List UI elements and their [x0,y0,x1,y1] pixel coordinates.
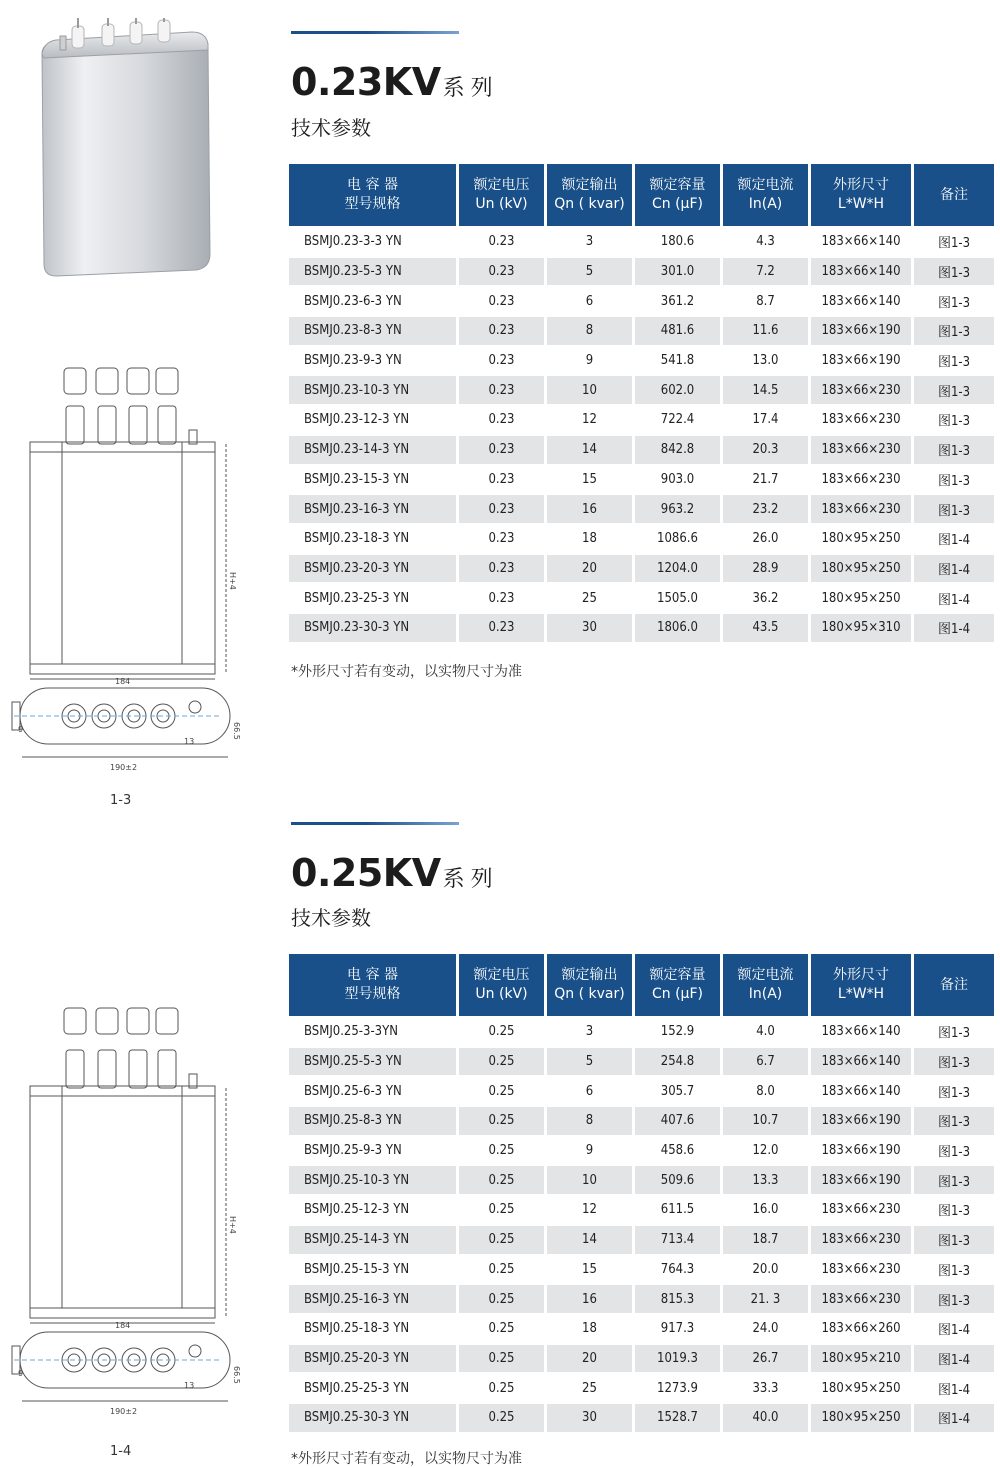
voltage-cell: 0.25 [488,1202,515,1218]
technical-drawing-1-4 [0,1006,245,1440]
capacity-cell: 481.6 [635,317,720,345]
model-cell: BSMJ0.25-30-3 YN [289,1404,456,1432]
svg-text:184: 184 [115,1321,131,1330]
remark-cell: 图1-4 [937,1382,971,1398]
voltage-cell: 0.23 [459,258,544,286]
current-cell: 40.0 [723,1404,808,1432]
current-cell: 13.3 [723,1166,808,1194]
voltage-cell: 0.25 [488,1083,515,1099]
output-cell: 18 [582,1321,597,1337]
table-row [289,1404,994,1432]
capacity-cell: 509.6 [635,1166,720,1194]
col-header-model: 电 容 器 型号规格 [289,164,456,226]
output-cell: 30 [547,614,632,642]
remark-cell: 图1-3 [937,1026,971,1042]
dimensions-cell: 183×66×260 [821,1321,901,1337]
dimensions-cell: 183×66×230 [811,495,911,523]
model-cell: BSMJ0.25-20-3 YN [289,1345,456,1373]
table-row [289,1018,994,1046]
output-cell: 30 [547,1404,632,1432]
capacity-cell: 602.0 [635,376,720,404]
remark-cell: 图1-3 [937,1204,971,1220]
series-title: 0.25KV系 列 [291,851,493,895]
remark-cell: 图1-3 [937,1145,971,1161]
col-header-voltage: 额定电压 Un (kV) [459,164,544,226]
voltage-cell: 0.23 [488,590,515,606]
svg-text:H+4: H+4 [228,572,237,590]
output-cell: 15 [582,471,597,487]
output-cell: 9 [585,353,594,369]
table-row [289,317,994,345]
current-cell: 8.7 [756,293,775,309]
current-cell: 16.0 [752,1202,779,1218]
output-cell: 25 [582,1380,597,1396]
output-cell: 8 [547,317,632,345]
dimensions-cell: 183×66×140 [821,1083,901,1099]
model-cell: BSMJ0.25-8-3 YN [289,1107,456,1135]
remark-cell: 图1-3 [937,414,971,430]
current-cell: 6.7 [723,1048,808,1076]
remark-cell: 图1-4 [914,1345,994,1373]
remark-cell: 图1-4 [914,555,994,583]
voltage-cell: 0.25 [488,1143,515,1159]
section-subtitle: 技术参数 [291,906,371,930]
remark-cell: 图1-3 [937,1263,971,1279]
current-cell: 20.0 [752,1261,779,1277]
current-cell: 28.9 [723,555,808,583]
capacity-cell: 1019.3 [635,1345,720,1373]
current-cell: 18.7 [723,1226,808,1254]
model-cell: BSMJ0.25-9-3 YN [304,1143,402,1159]
dimensions-cell: 183×66×230 [821,412,901,428]
current-cell: 26.7 [723,1345,808,1373]
table-row [289,1315,994,1343]
current-cell: 24.0 [752,1321,779,1337]
col-header-dimensions: 外形尺寸 L*W*H [811,164,911,226]
voltage-cell: 0.25 [459,1285,544,1313]
dimensions-cell: 183×66×140 [811,258,911,286]
svg-text:13: 13 [184,1381,195,1390]
model-cell: BSMJ0.23-20-3 YN [289,555,456,583]
remark-cell: 图1-3 [914,1285,994,1313]
current-cell: 20.3 [723,436,808,464]
capacity-cell: 541.8 [660,353,695,369]
model-cell: BSMJ0.23-10-3 YN [289,376,456,404]
capacity-cell: 458.6 [660,1143,695,1159]
model-cell: BSMJ0.25-15-3 YN [304,1261,410,1277]
output-cell: 20 [547,1345,632,1373]
remark-cell: 图1-3 [937,295,971,311]
voltage-cell: 0.23 [459,317,544,345]
remark-cell: 图1-3 [914,1166,994,1194]
table-row [289,525,994,553]
remark-cell: 图1-3 [914,1107,994,1135]
capacity-cell: 1528.7 [635,1404,720,1432]
voltage-cell: 0.25 [459,1048,544,1076]
col-header-output: 额定输出 Qn ( kvar) [547,164,632,226]
model-cell: BSMJ0.23-16-3 YN [289,495,456,523]
output-cell: 6 [585,293,594,309]
capacity-cell: 1086.6 [657,531,698,547]
table-row [289,347,994,375]
model-cell: BSMJ0.25-16-3 YN [289,1285,456,1313]
model-cell: BSMJ0.25-18-3 YN [304,1321,410,1337]
dimensions-cell: 183×66×190 [821,353,901,369]
table-row [289,1256,994,1284]
technical-drawing-1-3 [0,362,245,782]
voltage-cell: 0.25 [459,1226,544,1254]
dimension-note: *外形尺寸若有变动，以实物尺寸为准 [291,1451,522,1467]
table-row [289,1226,994,1254]
remark-cell: 图1-3 [914,1048,994,1076]
table-row [289,1166,994,1194]
dimensions-cell: 183×66×140 [811,1048,911,1076]
table-row [289,1374,994,1402]
output-cell: 8 [547,1107,632,1135]
capacity-cell: 722.4 [660,412,695,428]
output-cell: 9 [585,1143,594,1159]
model-cell: BSMJ0.23-6-3 YN [304,293,402,309]
remark-cell: 图1-3 [937,236,971,252]
table-row [289,376,994,404]
dimensions-cell: 183×66×140 [821,293,901,309]
col-header-model: 电 容 器 型号规格 [289,954,456,1016]
model-cell: BSMJ0.25-25-3 YN [304,1380,410,1396]
dimensions-cell: 180×95×250 [821,1380,901,1396]
voltage-cell: 0.25 [459,1345,544,1373]
dimensions-cell: 180×95×210 [811,1345,911,1373]
output-cell: 6 [585,1083,594,1099]
current-cell: 26.0 [752,531,779,547]
model-cell: BSMJ0.25-10-3 YN [289,1166,456,1194]
table-row [289,1107,994,1135]
model-cell: BSMJ0.23-25-3 YN [304,590,410,606]
output-cell: 10 [547,1166,632,1194]
remark-cell: 图1-4 [937,1323,971,1339]
capacity-cell: 1204.0 [635,555,720,583]
current-cell: 17.4 [752,412,779,428]
output-cell: 12 [582,412,597,428]
table-header-row [289,954,994,1016]
dimensions-cell: 180×95×250 [811,555,911,583]
svg-text:66.5: 66.5 [232,722,241,740]
section-accent-line [291,31,459,34]
capacity-cell: 611.5 [660,1202,695,1218]
voltage-cell: 0.23 [459,376,544,404]
output-cell: 18 [582,531,597,547]
col-header-remark: 备注 [914,954,994,1016]
capacity-cell: 842.8 [635,436,720,464]
capacity-cell: 180.6 [660,234,695,250]
capacity-cell: 301.0 [635,258,720,286]
model-cell: BSMJ0.25-12-3 YN [304,1202,410,1218]
remark-cell: 图1-3 [914,495,994,523]
table-row [289,1137,994,1165]
voltage-cell: 0.25 [488,1380,515,1396]
output-cell: 15 [582,1261,597,1277]
voltage-cell: 0.23 [459,555,544,583]
model-cell: BSMJ0.25-3-3YN [304,1024,399,1040]
remark-cell: 图1-3 [937,1085,971,1101]
output-cell: 16 [547,1285,632,1313]
table-row [289,584,994,612]
remark-cell: 图1-3 [914,376,994,404]
model-cell: BSMJ0.23-5-3 YN [289,258,456,286]
output-cell: 12 [582,1202,597,1218]
output-cell: 10 [547,376,632,404]
table-row [289,1077,994,1105]
table-row [289,1048,994,1076]
dimensions-cell: 183×66×140 [821,234,901,250]
voltage-cell: 0.23 [488,353,515,369]
voltage-cell: 0.23 [488,531,515,547]
dimensions-cell: 180×95×310 [811,614,911,642]
dimensions-cell: 183×66×230 [811,1285,911,1313]
current-cell: 11.6 [723,317,808,345]
svg-text:184: 184 [115,677,131,686]
voltage-cell: 0.23 [459,614,544,642]
remark-cell: 图1-3 [914,258,994,286]
spec-table [286,162,997,644]
model-cell: BSMJ0.23-18-3 YN [304,531,410,547]
figure-label: 1-4 [110,1444,132,1459]
capacity-cell: 713.4 [635,1226,720,1254]
dimensions-cell: 180×95×250 [821,590,901,606]
capacity-cell: 903.0 [660,471,695,487]
current-cell: 14.5 [723,376,808,404]
capacity-cell: 917.3 [660,1321,695,1337]
series-title: 0.23KV系 列 [291,60,493,104]
voltage-cell: 0.25 [459,1404,544,1432]
model-cell: BSMJ0.23-30-3 YN [289,614,456,642]
output-cell: 5 [547,1048,632,1076]
model-cell: BSMJ0.23-3-3 YN [304,234,402,250]
dimensions-cell: 183×66×230 [811,1226,911,1254]
dimensions-cell: 183×66×140 [821,1024,901,1040]
remark-cell: 图1-3 [914,317,994,345]
remark-cell: 图1-4 [937,592,971,608]
voltage-cell: 0.23 [488,293,515,309]
capacity-cell: 152.9 [660,1024,695,1040]
voltage-cell: 0.23 [459,436,544,464]
capacity-cell: 815.3 [635,1285,720,1313]
col-header-output: 额定输出 Qn ( kvar) [547,954,632,1016]
output-cell: 16 [547,495,632,523]
capacitor-photo [26,18,226,280]
current-cell: 8.0 [756,1083,775,1099]
capacity-cell: 963.2 [635,495,720,523]
current-cell: 33.3 [752,1380,779,1396]
col-header-current: 额定电流 In(A) [723,954,808,1016]
voltage-cell: 0.23 [488,412,515,428]
current-cell: 12.0 [752,1143,779,1159]
remark-cell: 图1-4 [937,533,971,549]
table-row [289,1285,994,1313]
model-cell: BSMJ0.25-6-3 YN [304,1083,402,1099]
svg-text:190±2: 190±2 [110,1407,138,1416]
remark-cell: 图1-3 [914,436,994,464]
current-cell: 36.2 [752,590,779,606]
capacity-cell: 407.6 [635,1107,720,1135]
current-cell: 4.0 [756,1024,775,1040]
dimensions-cell: 183×66×190 [811,317,911,345]
capacity-cell: 361.2 [660,293,695,309]
col-header-dimensions: 外形尺寸 L*W*H [811,954,911,1016]
model-cell: BSMJ0.23-9-3 YN [304,353,402,369]
output-cell: 3 [585,1024,594,1040]
col-header-capacity: 额定容量 Cn (μF) [635,954,720,1016]
insulator-caps [64,368,178,394]
table-row [289,1196,994,1224]
remark-cell: 图1-3 [914,1226,994,1254]
dimensions-cell: 183×66×230 [811,376,911,404]
dimensions-cell: 183×66×190 [811,1166,911,1194]
model-cell: BSMJ0.25-14-3 YN [289,1226,456,1254]
model-cell: BSMJ0.23-14-3 YN [289,436,456,464]
dimensions-cell: 183×66×230 [821,1261,901,1277]
col-header-voltage: 额定电压 Un (kV) [459,954,544,1016]
svg-text:66.5: 66.5 [232,1366,241,1384]
dimensions-cell: 183×66×190 [811,1107,911,1135]
dimension-note: *外形尺寸若有变动，以实物尺寸为准 [291,664,522,680]
table-row [289,466,994,494]
table-row [289,258,994,286]
current-cell: 23.2 [723,495,808,523]
spec-table [286,952,997,1434]
table-row [289,495,994,523]
table-header-row [289,164,994,226]
table-row [289,1345,994,1373]
section-subtitle: 技术参数 [291,116,371,140]
section-accent-line [291,822,459,825]
dimensions-cell: 180×95×250 [811,1404,911,1432]
col-header-capacity: 额定容量 Cn (μF) [635,164,720,226]
model-cell: BSMJ0.23-15-3 YN [304,471,410,487]
table-row [289,436,994,464]
output-cell: 5 [547,258,632,286]
voltage-cell: 0.25 [488,1261,515,1277]
remark-cell: 图1-3 [937,473,971,489]
table-row [289,228,994,256]
svg-text:190±2: 190±2 [110,763,138,772]
current-cell: 13.0 [752,353,779,369]
output-cell: 3 [585,234,594,250]
voltage-cell: 0.25 [459,1166,544,1194]
table-row [289,406,994,434]
voltage-cell: 0.25 [488,1321,515,1337]
output-cell: 14 [547,436,632,464]
col-header-remark: 备注 [914,164,994,226]
output-cell: 20 [547,555,632,583]
model-cell: BSMJ0.23-8-3 YN [289,317,456,345]
model-cell: BSMJ0.23-12-3 YN [304,412,410,428]
voltage-cell: 0.25 [488,1024,515,1040]
col-header-current: 额定电流 In(A) [723,164,808,226]
dimensions-cell: 183×66×230 [811,436,911,464]
current-cell: 7.2 [723,258,808,286]
capacity-cell: 764.3 [660,1261,695,1277]
voltage-cell: 0.25 [459,1107,544,1135]
dimensions-cell: 183×66×190 [821,1143,901,1159]
capacity-cell: 1806.0 [635,614,720,642]
voltage-cell: 0.23 [488,471,515,487]
figure-label: 1-3 [110,793,132,808]
current-cell: 21. 3 [723,1285,808,1313]
dimensions-cell: 183×66×230 [821,1202,901,1218]
remark-cell: 图1-4 [914,614,994,642]
capacity-cell: 305.7 [660,1083,695,1099]
current-cell: 21.7 [752,471,779,487]
model-cell: BSMJ0.25-5-3 YN [289,1048,456,1076]
svg-text:13: 13 [184,737,195,746]
remark-cell: 图1-3 [937,355,971,371]
remark-cell: 图1-4 [914,1404,994,1432]
svg-text:H+4: H+4 [228,1216,237,1234]
dimensions-cell: 180×95×250 [821,531,901,547]
dimensions-cell: 183×66×230 [821,471,901,487]
capacity-cell: 1273.9 [657,1380,698,1396]
table-row [289,555,994,583]
current-cell: 10.7 [723,1107,808,1135]
voltage-cell: 0.23 [459,495,544,523]
current-cell: 4.3 [756,234,775,250]
capacity-cell: 254.8 [635,1048,720,1076]
output-cell: 25 [582,590,597,606]
capacity-cell: 1505.0 [657,590,698,606]
current-cell: 43.5 [723,614,808,642]
svg-text:9: 9 [18,725,24,734]
svg-text:9: 9 [18,1369,24,1378]
output-cell: 14 [547,1226,632,1254]
table-row [289,287,994,315]
voltage-cell: 0.23 [488,234,515,250]
table-row [289,614,994,642]
